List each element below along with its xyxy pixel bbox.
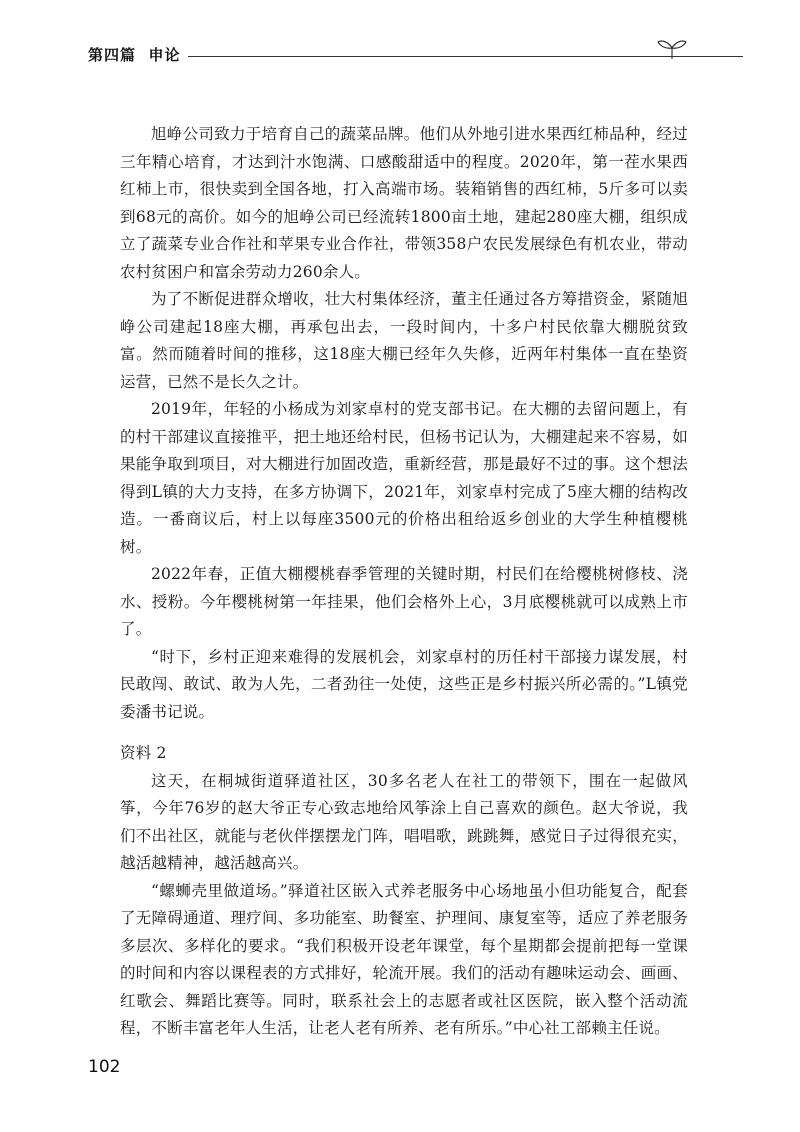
header-section: 申论 — [148, 46, 181, 64]
running-header — [88, 40, 688, 80]
header-part: 第四篇 — [88, 46, 137, 64]
paragraph: 为了不断促进群众增收，壮大村集体经济，董主任通过各方筹措资金，紧随旭峥公司建起18座大棚，再承包出去，一段时间内，十多户村民依靠大棚脱贫致富。然而随着时间的推移，这18座大棚已经年久失修，近两年村集体一直在垫资运营，已然不是长久之计。 — [120, 290, 688, 391]
section-title: 资料 2 — [120, 744, 167, 762]
body-text — [120, 121, 688, 1043]
paragraph: 旭峥公司致力于培育自己的蔬菜品牌。他们从外地引进水果西红柿品种，经过三年精心培育，才达到汁水饱满、口感酸甜适中的程度。2020年，第一茬水果西红柿上市，很快卖到全国各地，打入高端市场。装箱销售的西红柿，5斤多可以卖到68元的高价。如今的旭峥公司已经流转1800亩土地，建起280座大棚，组织成立了蔬菜专业合作社和苹果专业合作社，带领358户农民发展绿色有机农业，带动农村贫困户和富余劳动力260余人。 — [120, 125, 688, 281]
paragraph: “螺蛳壳里做道场。”驿道社区嵌入式养老服务中心场地虽小但功能复合，配套了无障碍通道、理疗间、多功能室、助餐室、护理间、康复室等，适应了养老服务多层次、多样化的要求。“我们积极开设老年课堂，每个星期都会提前把每一堂课的时间和内容以课程表的方式排好，轮流开展。我们的活动有趣味运动会、画画、红歌会、舞蹈比赛等。同时，联系社会上的志愿者或社区医院，嵌入整个活动流程，不断丰富老年人生活，让老人老有所养、老有所乐。”中心社工部赖主任说。 — [120, 881, 688, 1037]
paragraph: 这天，在桐城街道驿道社区，30多名老人在社工的带领下，围在一起做风筝，今年76岁的赵大爷正专心致志地给风筝涂上自己喜欢的颜色。赵大爷说，我们不出社区，就能与老伙伴摆摆龙门阵，唱唱歌，跳跳舞，感觉日子过得很充实，越活越精神，越活越高兴。 — [120, 771, 688, 872]
paragraph: 2019年，年轻的小杨成为刘家卓村的党支部书记。在大棚的去留问题上，有的村干部建议直接推平，把土地还给村民，但杨书记认为，大棚建起来不容易，如果能争取到项目，对大棚进行加固改造，重新经营，那是最好不过的事。这个想法得到L镇的大力支持，在多方协调下，2021年，刘家卓村完成了5座大棚的结构改造。一番商议后，村上以每座3500元的价格出租给返乡创业的大学生种植樱桃树。 — [120, 400, 688, 556]
sprout-icon — [656, 38, 688, 60]
page-number: 102 — [88, 1057, 121, 1077]
paragraph: 2022年春，正值大棚樱桃春季管理的关键时期，村民们在给樱桃树修枝、浇水、授粉。今年樱桃树第一年挂果，他们会格外上心，3月底樱桃就可以成熟上市了。 — [120, 565, 688, 638]
paragraph: “时下，乡村正迎来难得的发展机会，刘家卓村的历任村干部接力谋发展，村民敢闯、敢试、敢为人先，二者劲往一处使，这些正是乡村振兴所必需的。”L镇党委潘书记说。 — [120, 647, 688, 721]
header-title — [88, 44, 180, 65]
